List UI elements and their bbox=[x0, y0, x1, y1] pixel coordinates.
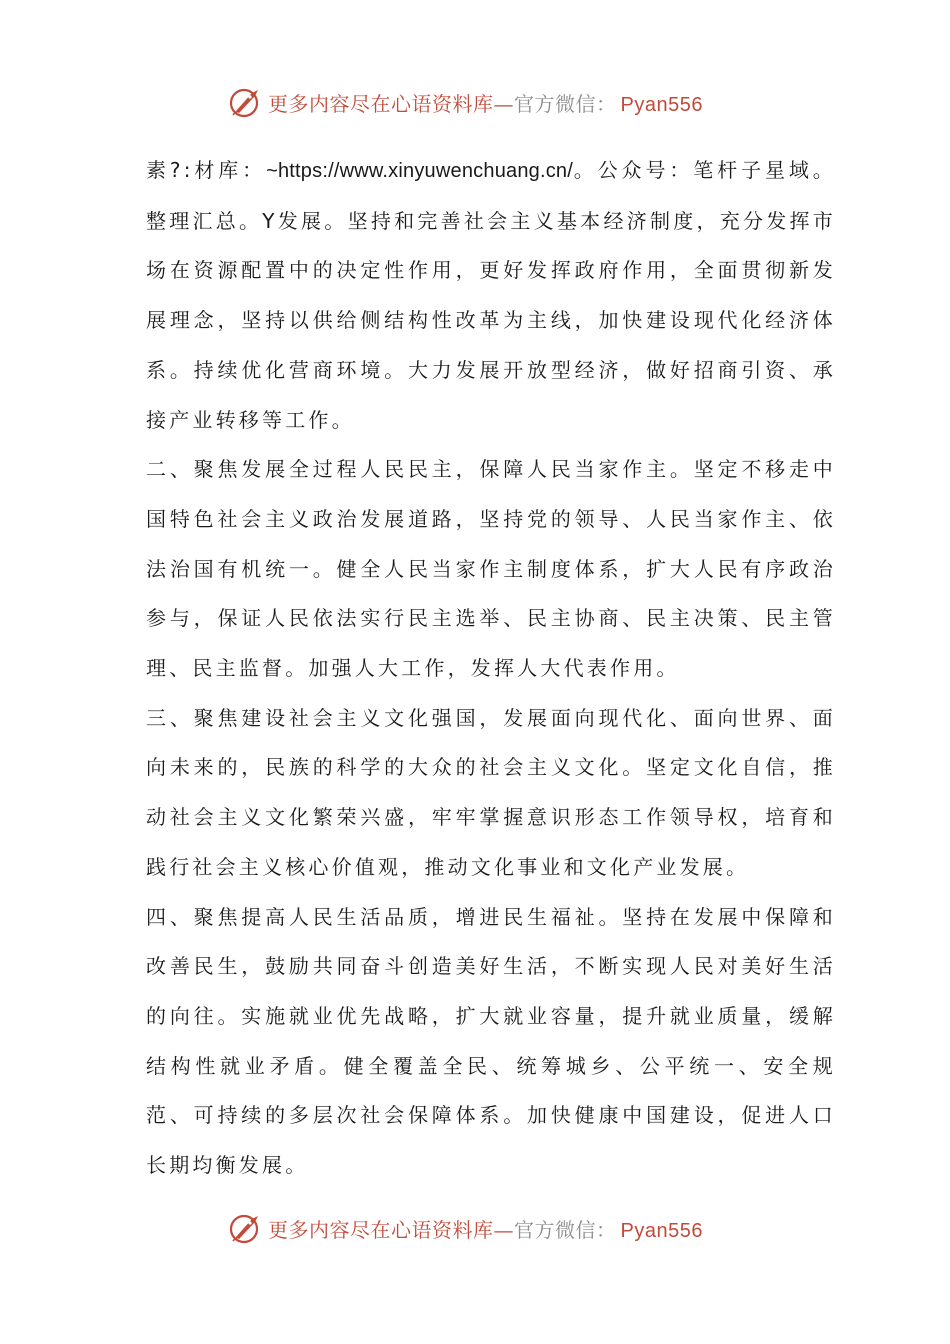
header-watermark bbox=[228, 82, 703, 122]
watermark-wechat-id: Pyan556 bbox=[620, 1219, 703, 1242]
watermark-text bbox=[268, 1214, 703, 1243]
pen-nib-logo-icon bbox=[228, 1210, 264, 1246]
watermark-main: 更多内容尽在心语资料库— bbox=[268, 91, 514, 116]
document-body bbox=[146, 146, 836, 1191]
paragraph-2: 二、聚焦发展全过程人民民主，保障人民当家作主。坚定不移走中国特色社会主义政治发展道路，坚持党的领导、人民当家作主、依法治国有机统一。健全人民当家作主制度体系，扩大人民有序政治参与，保证人民依法实行民主选举、民主协商、民主决策、民主管理、民主监督。加强人大工作，发挥人大代表作用。 bbox=[146, 457, 836, 681]
paragraph-1-text: 。公众号：笔杆子星域。整理汇总。Y发展。坚持和完善社会主义基本经济制度，充分发挥市场在资源配置中的决定性作用，更好发挥政府作用，全面贯彻新发展理念，坚持以供给侧结构性改革为主线，加快建设现代化经济体系。持续优化营商环境。大力发展开放型经济，做好招商引资、承接产业转移等工作。 bbox=[146, 158, 836, 432]
watermark-wechat-label: 官方微信： bbox=[514, 91, 617, 116]
footer-watermark bbox=[228, 1208, 703, 1248]
source-url: ~https://www.xinyuwenchuang.cn/ bbox=[266, 160, 574, 182]
paragraph-1 bbox=[146, 146, 836, 445]
watermark-main: 更多内容尽在心语资料库— bbox=[268, 1217, 514, 1242]
watermark-wechat-id: Pyan556 bbox=[620, 93, 703, 116]
paragraph-3: 三、聚焦建设社会主义文化强国，发展面向现代化、面向世界、面向未来的，民族的科学的大众的社会主义文化。坚定文化自信，推动社会主义文化繁荣兴盛，牢牢掌握意识形态工作领导权，培育和践行社会主义核心价值观，推动文化事业和文化产业发展。 bbox=[146, 705, 836, 879]
pen-nib-logo-icon bbox=[228, 84, 264, 120]
paragraph-4: 四、聚焦提高人民生活品质，增进民生福祉。坚持在发展中保障和改善民生，鼓励共同奋斗创造美好生活，不断实现人民对美好生活的向往。实施就业优先战略，扩大就业容量，提升就业质量，缓解结构性就业矛盾。健全覆盖全民、统筹城乡、公平统一、安全规范、可持续的多层次社会保障体系。加快健康中国建设，促进人口长期均衡发展。 bbox=[146, 904, 836, 1178]
watermark-wechat-label: 官方微信： bbox=[514, 1217, 617, 1242]
watermark-text bbox=[268, 88, 703, 117]
paragraph-1-prefix: 素?:材库： bbox=[146, 158, 267, 182]
